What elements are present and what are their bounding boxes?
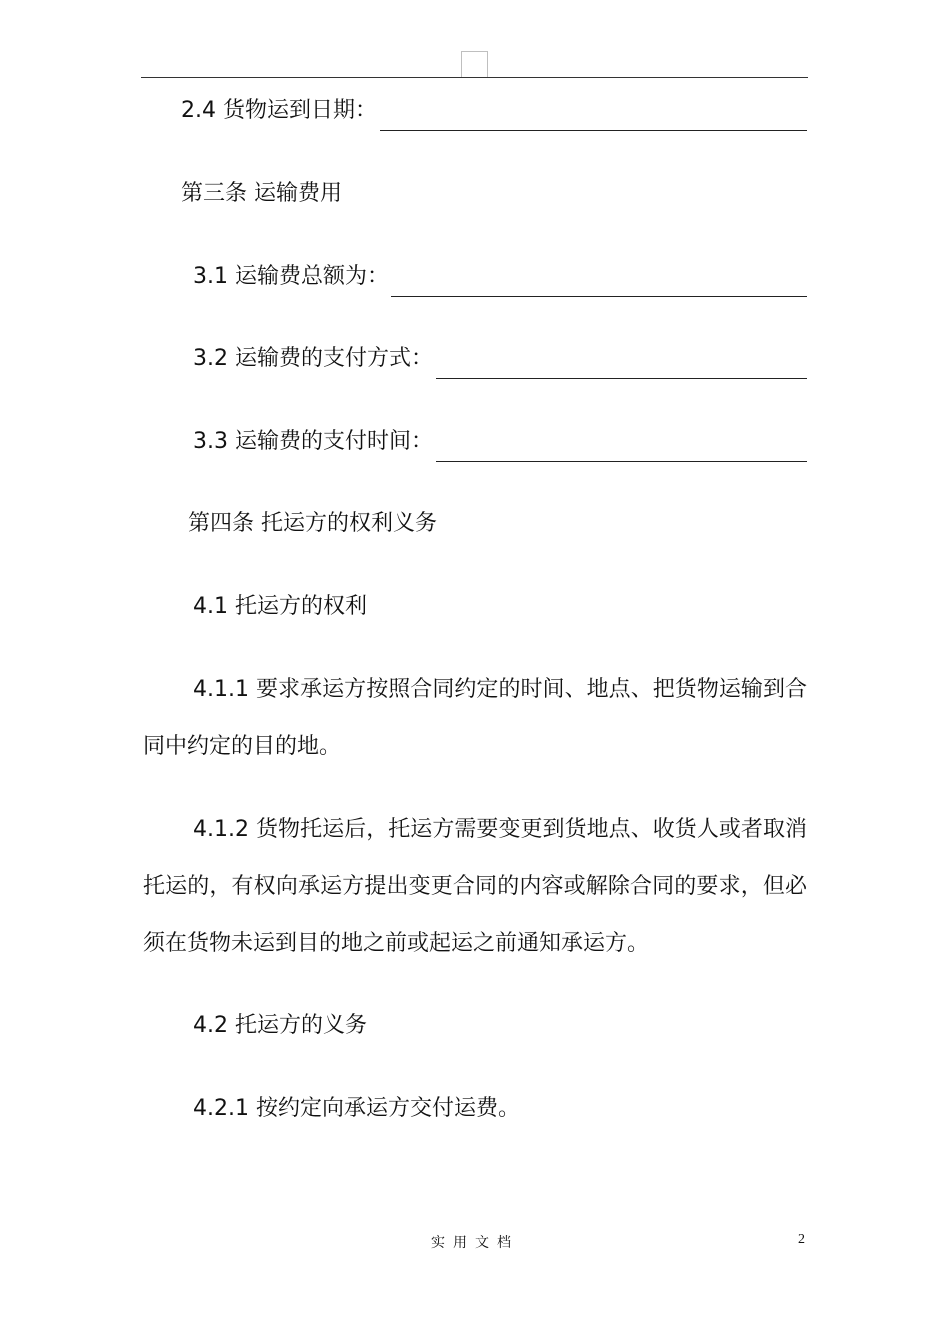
clause-3-3: 3.3 运输费的支付时间： <box>193 429 433 454</box>
clause-4-1: 4.1 托运方的权利 <box>193 594 367 619</box>
clause-4-1-2-line1: 4.1.2 货物托运后，托运方需要变更到货地点、收货人或者取消 <box>193 817 807 842</box>
footer-label: 实用文档 <box>431 1235 519 1251</box>
blank-3-3 <box>436 461 807 462</box>
clause-4-2: 4.2 托运方的义务 <box>193 1013 367 1038</box>
clause-3-2: 3.2 运输费的支付方式： <box>193 346 433 371</box>
clause-4-1-2-line2: 托运的，有权向承运方提出变更合同的内容或解除合同的要求，但必 <box>143 874 807 899</box>
clause-2-4: 2.4 货物运到日期： <box>181 98 377 123</box>
blank-3-2 <box>436 378 807 379</box>
article-4-heading: 第四条 托运方的权利义务 <box>188 511 437 536</box>
header-rule <box>141 77 808 78</box>
clause-4-1-1-line1: 4.1.1 要求承运方按照合同约定的时间、地点、把货物运输到合 <box>193 677 807 702</box>
article-3-heading: 第三条 运输费用 <box>181 181 342 206</box>
clause-4-2-1: 4.2.1 按约定向承运方交付运费。 <box>193 1096 520 1121</box>
clause-4-1-2-line3: 须在货物未运到目的地之前或起运之前通知承运方。 <box>143 931 650 956</box>
blank-2-4 <box>380 130 807 131</box>
clause-3-1: 3.1 运输费总额为： <box>193 264 389 289</box>
page-number: 2 <box>798 1232 805 1247</box>
header-box <box>461 51 488 77</box>
blank-3-1 <box>391 296 807 297</box>
clause-4-1-1-line2: 同中约定的目的地。 <box>143 734 342 759</box>
